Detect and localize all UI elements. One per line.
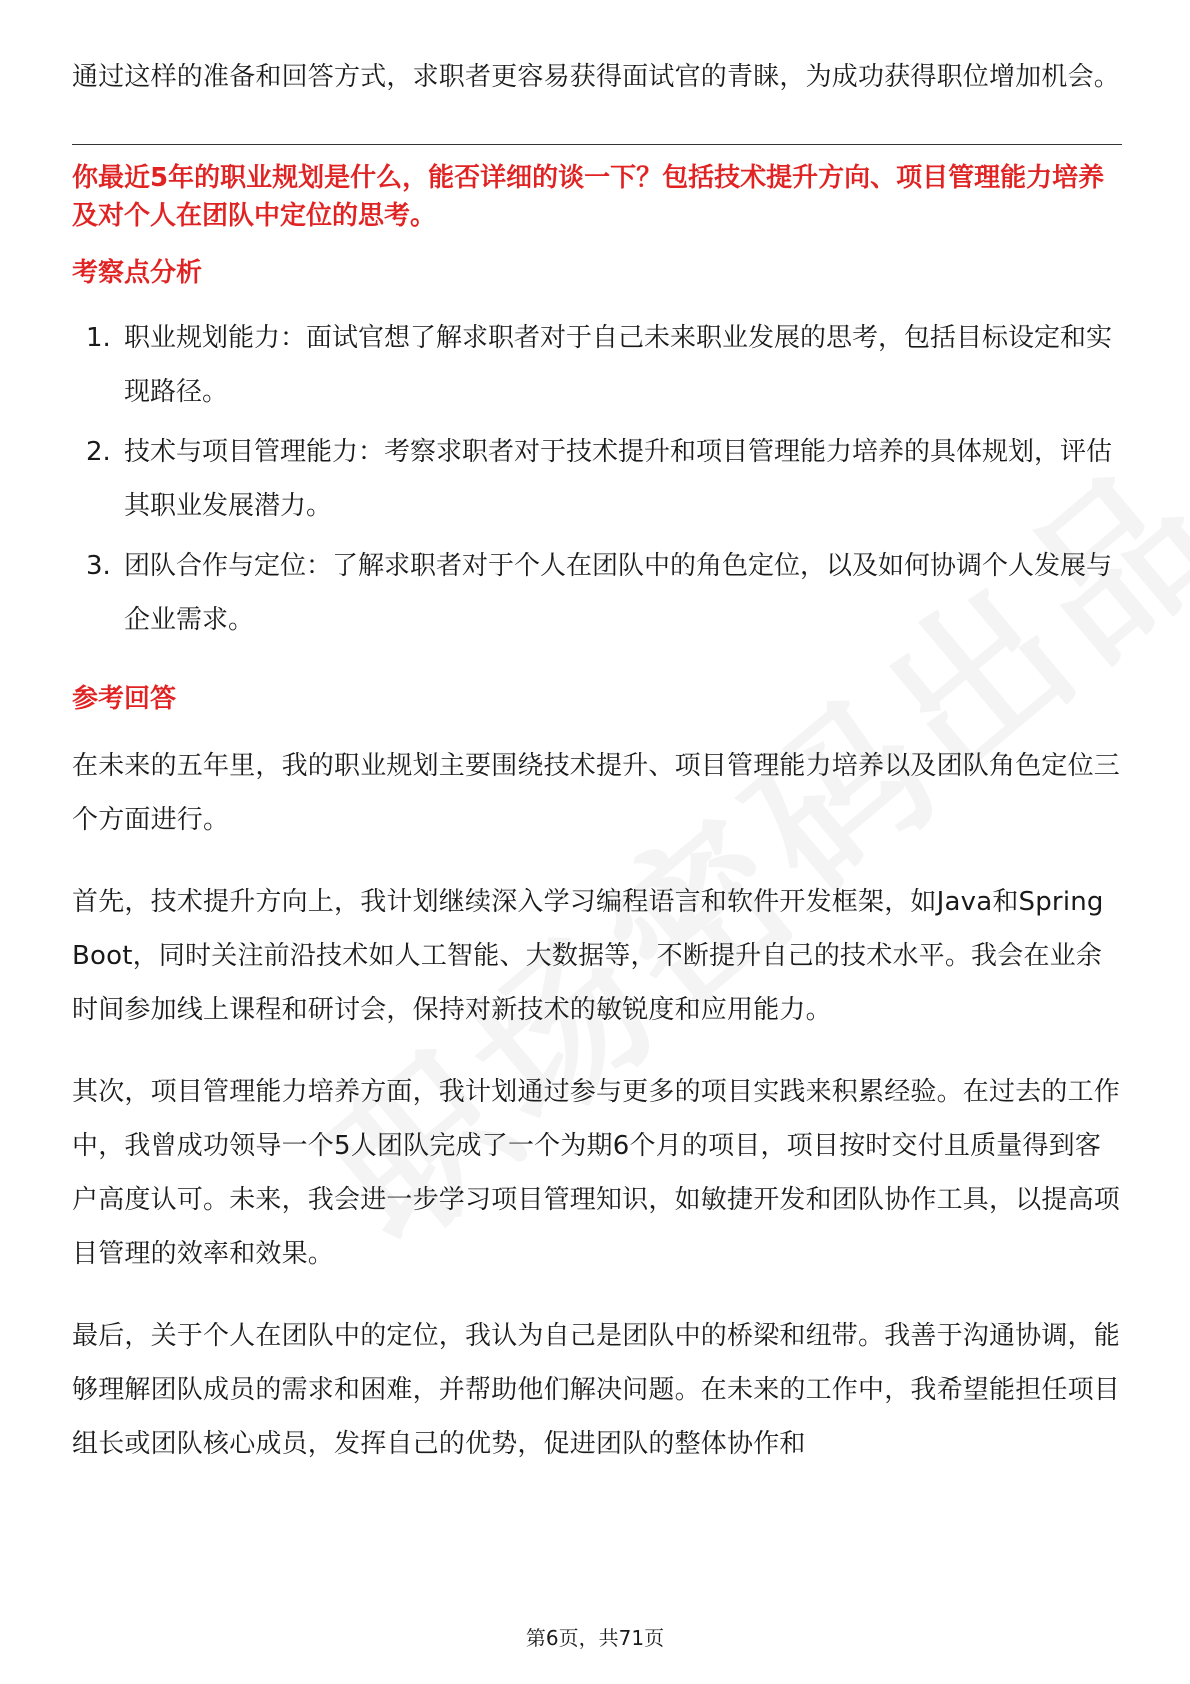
analysis-item — [72, 539, 1122, 647]
page-number-footer: 第6页，共71页 — [525, 1626, 665, 1650]
answer-title: 参考回答 — [72, 684, 177, 714]
answer-paragraph: 在未来的五年里，我的职业规划主要围绕技术提升、项目管理能力培养以及团队角色定位三个方面进行。 — [72, 751, 1121, 835]
intro-paragraph: 通过这样的准备和回答方式，求职者更容易获得面试官的青睐，为成功获得职位增加机会。 — [72, 62, 1121, 92]
answer-paragraph: 首先，技术提升方向上，我计划继续深入学习编程语言和软件开发框架，如Java和Spring Boot，同时关注前沿技术如人工智能、大数据等，不断提升自己的技术水平。我会在业余时间参加线上课程和研讨会，保持对新技术的敏锐度和应用能力。 — [72, 887, 1104, 1025]
analysis-list — [72, 311, 1122, 647]
list-number: 2. — [86, 437, 111, 467]
analysis-item-text: 技术与项目管理能力：考察求职者对于技术提升和项目管理能力培养的具体规划，评估其职业发展潜力。 — [124, 437, 1113, 521]
analysis-item-text: 职业规划能力：面试官想了解求职者对于自己未来职业发展的思考，包括目标设定和实现路径。 — [124, 323, 1113, 407]
list-number: 3. — [86, 551, 111, 581]
analysis-item — [72, 425, 1122, 533]
list-number: 1. — [86, 323, 111, 353]
analysis-item-text: 团队合作与定位：了解求职者对于个人在团队中的角色定位，以及如何协调个人发展与企业需求。 — [124, 551, 1113, 635]
answer-paragraph: 最后，关于个人在团队中的定位，我认为自己是团队中的桥梁和纽带。我善于沟通协调，能够理解团队成员的需求和困难，并帮助他们解决问题。在未来的工作中，我希望能担任项目组长或团队核心成员，发挥自己的优势，促进团队的整体协作和 — [72, 1321, 1121, 1459]
answer-paragraph: 其次，项目管理能力培养方面，我计划通过参与更多的项目实践来积累经验。在过去的工作中，我曾成功领导一个5人团队完成了一个为期6个月的项目，项目按时交付且质量得到客户高度认可。未来，我会进一步学习项目管理知识，如敏捷开发和团队协作工具，以提高项目管理的效率和效果。 — [72, 1077, 1121, 1269]
analysis-item — [72, 311, 1122, 419]
page-content — [72, 50, 1122, 1499]
section-divider — [72, 144, 1122, 145]
question-heading: 你最近5年的职业规划是什么，能否详细的谈一下？包括技术提升方向、项目管理能力培养及对个人在团队中定位的思考。 — [72, 163, 1105, 231]
analysis-title: 考察点分析 — [72, 258, 203, 288]
